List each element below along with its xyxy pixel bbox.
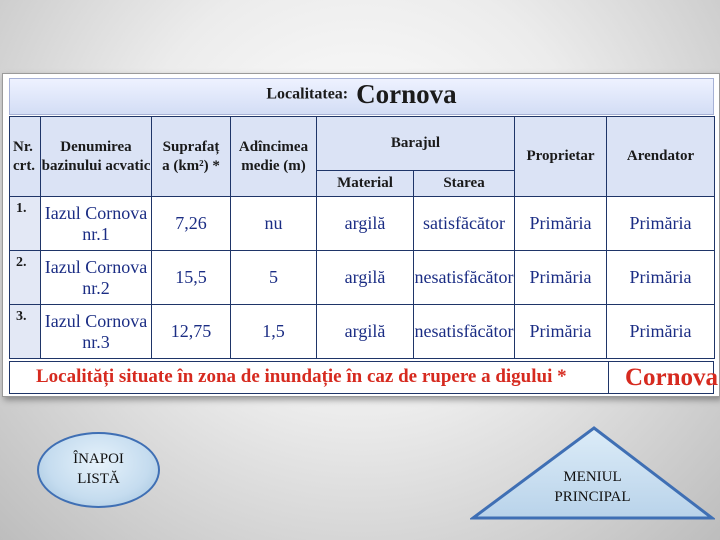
main-menu-button[interactable] (470, 425, 715, 520)
owner: Primăria (515, 251, 607, 305)
back-to-list-button[interactable] (37, 432, 160, 508)
table-row (10, 251, 715, 305)
basin-depth: 1,5 (231, 305, 317, 359)
basin-name-line1: Iazul Cornova (44, 202, 148, 223)
tenant: Primăria (607, 305, 715, 359)
basin-depth: 5 (231, 251, 317, 305)
locality-title (9, 78, 714, 115)
basin-name-line2: nr.3 (82, 331, 110, 352)
header-area (152, 117, 231, 197)
water-basins-table (9, 116, 715, 359)
basin-name (41, 251, 152, 305)
basin-name (41, 197, 152, 251)
tenant: Primăria (607, 251, 715, 305)
menu-button-label-line1: MENIUL (563, 469, 622, 485)
footer-divider (608, 362, 611, 393)
basin-name (41, 305, 152, 359)
locality-label: Localitatea: (266, 85, 349, 103)
header-nr: Nr. crt. (10, 117, 41, 197)
header-tenant: Arendator (607, 117, 715, 197)
basin-name-line1: Iazul Cornova (44, 256, 148, 277)
flood-zone-footer (9, 361, 719, 394)
dam-state: nesatisfăcător (414, 251, 515, 305)
table-panel (2, 73, 720, 397)
basin-depth: nu (231, 197, 317, 251)
row-number: 1. (10, 197, 41, 251)
header-area-line2: a (km²) * (162, 157, 220, 174)
header-state: Starea (414, 171, 515, 197)
flood-zone-locality: Cornova (625, 364, 719, 391)
basin-area: 15,5 (152, 251, 231, 305)
owner: Primăria (515, 305, 607, 359)
dam-material: argilă (317, 197, 414, 251)
row-number: 2. (10, 251, 41, 305)
header-owner: Proprietar (515, 117, 607, 197)
owner: Primăria (515, 197, 607, 251)
header-dam: Barajul (317, 117, 515, 171)
locality-name: Cornova (356, 79, 457, 109)
tenant: Primăria (607, 197, 715, 251)
basin-name-line1: Iazul Cornova (44, 310, 148, 331)
table-row (10, 197, 715, 251)
header-depth: Adîncimea medie (m) (231, 117, 317, 197)
row-number: 3. (10, 305, 41, 359)
basin-name-line2: nr.2 (82, 277, 110, 298)
menu-button-label-line2: PRINCIPAL (554, 489, 631, 505)
back-button-label-line2: LISTĂ (77, 471, 120, 487)
back-button-label-line1: ÎNAPOI (73, 451, 124, 467)
dam-state: satisfăcător (414, 197, 515, 251)
flood-zone-note: Localități situate în zona de inundație în caz de rupere a digului * (36, 366, 567, 387)
header-material: Material (317, 171, 414, 197)
basin-area: 12,75 (152, 305, 231, 359)
dam-material: argilă (317, 305, 414, 359)
dam-material: argilă (317, 251, 414, 305)
header-name: Denumirea bazinului acvatic (41, 117, 152, 197)
basin-area: 7,26 (152, 197, 231, 251)
header-area-line1: Suprafaț (162, 138, 220, 155)
dam-state: nesatisfăcător (414, 305, 515, 359)
basin-name-line2: nr.1 (82, 223, 110, 244)
table-row (10, 305, 715, 359)
